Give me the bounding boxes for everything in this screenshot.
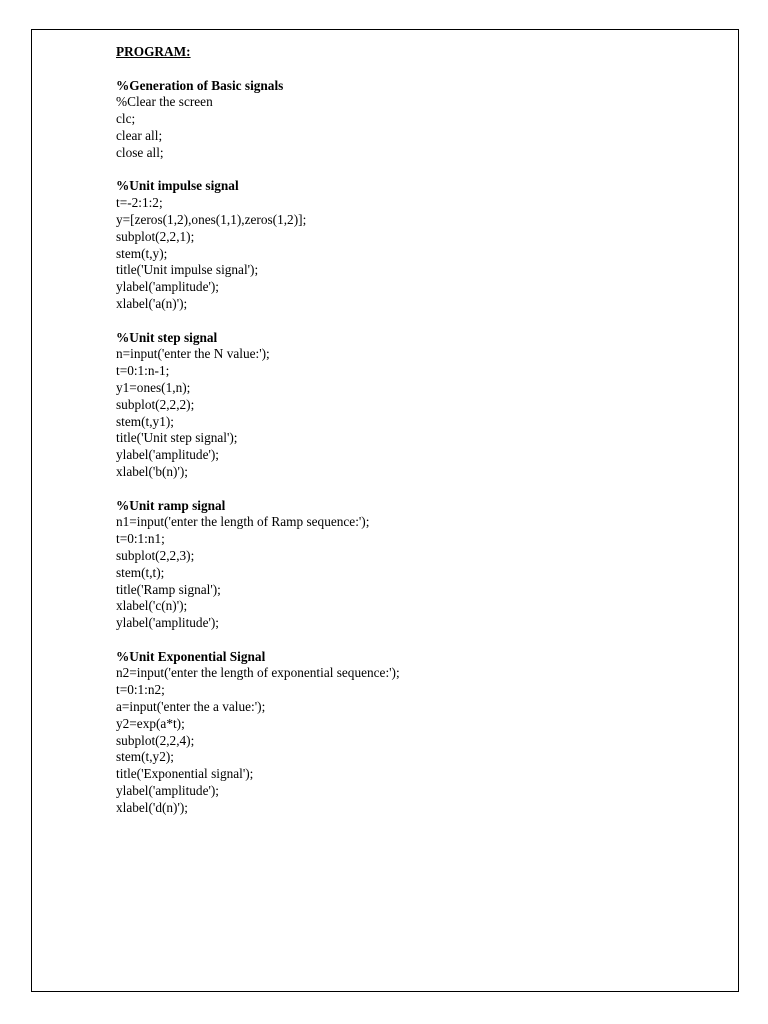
code-line: t=0:1:n2; xyxy=(116,682,165,698)
code-line: a=input('enter the a value:'); xyxy=(116,699,266,715)
code-line: %Clear the screen xyxy=(116,94,213,110)
section-heading: %Generation of Basic signals xyxy=(116,77,284,93)
code-sections xyxy=(116,78,716,817)
section-heading: %Unit impulse signal xyxy=(116,178,239,194)
section-heading: %Unit Exponential Signal xyxy=(116,648,266,664)
code-line: y1=ones(1,n); xyxy=(116,379,191,395)
code-line: title('Exponential signal'); xyxy=(116,766,254,782)
code-line: xlabel('d(n)'); xyxy=(116,799,188,815)
section-heading: %Unit step signal xyxy=(116,329,218,345)
code-line: title('Unit step signal'); xyxy=(116,430,238,446)
code-line: stem(t,t); xyxy=(116,564,165,580)
code-line: title('Unit impulse signal'); xyxy=(116,262,259,278)
code-section xyxy=(116,498,716,632)
section-heading: %Unit ramp signal xyxy=(116,497,226,513)
code-line: n2=input('enter the length of exponential sequence:'); xyxy=(116,665,400,681)
code-section xyxy=(116,330,716,481)
code-line: ylabel('amplitude'); xyxy=(116,783,220,799)
code-line: clear all; xyxy=(116,127,163,143)
code-line: ylabel('amplitude'); xyxy=(116,447,220,463)
code-line: n1=input('enter the length of Ramp sequence:'); xyxy=(116,514,370,530)
code-line: xlabel('b(n)'); xyxy=(116,463,188,479)
code-line: close all; xyxy=(116,144,164,160)
code-line: stem(t,y2); xyxy=(116,749,174,765)
code-line: y2=exp(a*t); xyxy=(116,715,185,731)
code-line: subplot(2,2,3); xyxy=(116,547,195,563)
code-section xyxy=(116,649,716,817)
code-section xyxy=(116,178,716,312)
code-line: clc; xyxy=(116,111,136,127)
code-line: stem(t,y); xyxy=(116,245,168,261)
program-title: PROGRAM: xyxy=(116,44,191,59)
code-line: t=-2:1:2; xyxy=(116,195,163,211)
document-content xyxy=(116,44,716,833)
code-line: y=[zeros(1,2),ones(1,1),zeros(1,2)]; xyxy=(116,211,307,227)
code-line: subplot(2,2,1); xyxy=(116,228,195,244)
code-line: title('Ramp signal'); xyxy=(116,581,221,597)
code-line: t=0:1:n1; xyxy=(116,531,165,547)
code-line: xlabel('c(n)'); xyxy=(116,598,188,614)
code-line: xlabel('a(n)'); xyxy=(116,295,188,311)
code-line: subplot(2,2,4); xyxy=(116,732,195,748)
code-line: subplot(2,2,2); xyxy=(116,396,195,412)
code-line: t=0:1:n-1; xyxy=(116,363,170,379)
code-line: ylabel('amplitude'); xyxy=(116,615,220,631)
code-line: n=input('enter the N value:'); xyxy=(116,346,270,362)
code-line: stem(t,y1); xyxy=(116,413,174,429)
code-line: ylabel('amplitude'); xyxy=(116,279,220,295)
code-section xyxy=(116,78,716,162)
